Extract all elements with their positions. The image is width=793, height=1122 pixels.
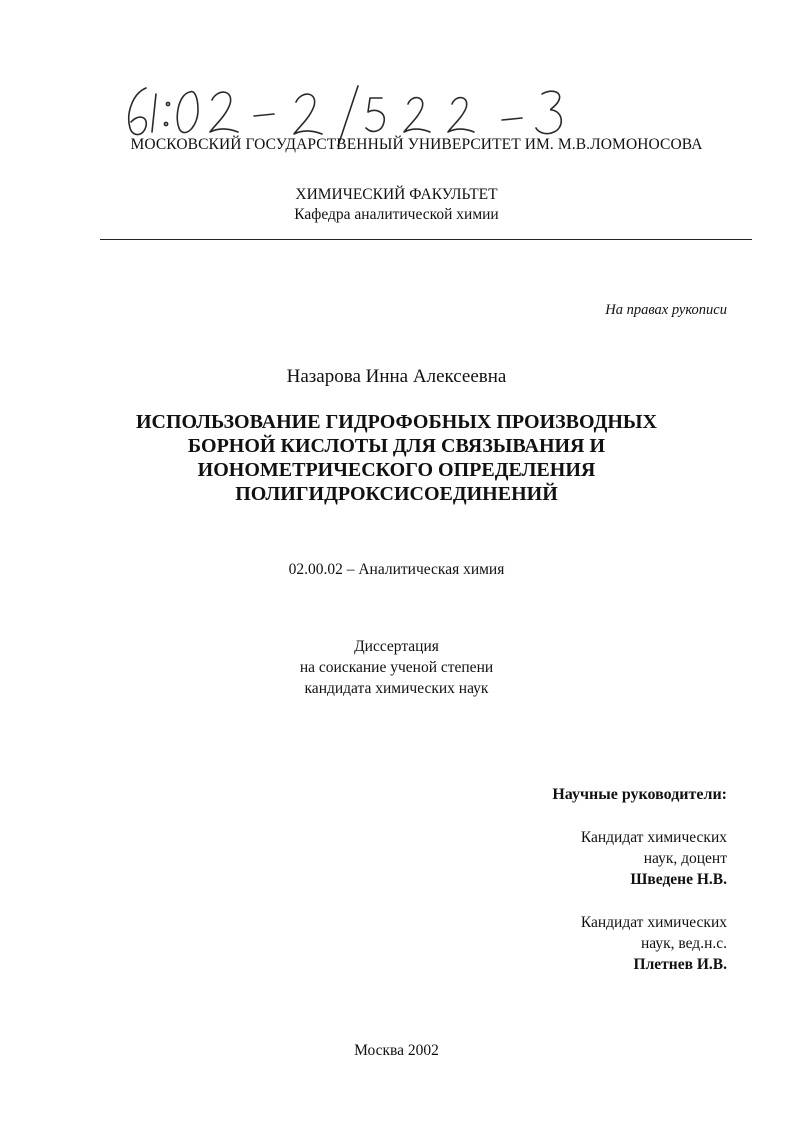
dissertation-title — [0, 410, 793, 506]
title-line: ИОНОМЕТРИЧЕСКОГО ОПРЕДЕЛЕНИЯ — [197, 459, 596, 481]
degree-line: Диссертация — [354, 638, 439, 655]
supervisor-title: наук, доцент — [643, 850, 727, 867]
supervisor-entry — [581, 827, 727, 890]
author-name: Назарова Инна Алексеевна — [286, 366, 507, 387]
supervisors-heading: Научные руководители: — [552, 786, 727, 803]
faculty-name: ХИМИЧЕСКИЙ ФАКУЛЬТЕТ — [295, 186, 498, 203]
university-name: МОСКОВСКИЙ ГОСУДАРСТВЕННЫЙ УНИВЕРСИТЕТ ИМ. М.В.ЛОМОНОСОВА — [130, 136, 703, 153]
title-line: ИСПОЛЬЗОВАНИЕ ГИДРОФОБНЫХ ПРОИЗВОДНЫХ — [136, 411, 657, 433]
supervisor-name: Плетнев И.В. — [633, 956, 727, 973]
specialty-code: 02.00.02 – Аналитическая химия — [288, 561, 505, 578]
supervisor-title: наук, вед.н.с. — [640, 935, 727, 952]
rights-note: На правах рукописи — [605, 302, 727, 318]
supervisor-degree: Кандидат химических — [580, 829, 727, 846]
city-year: Москва 2002 — [354, 1042, 439, 1059]
title-line: ПОЛИГИДРОКСИСОЕДИНЕНИЙ — [235, 483, 558, 505]
degree-statement — [0, 636, 793, 699]
header-divider — [100, 239, 752, 240]
title-line: БОРНОЙ КИСЛОТЫ ДЛЯ СВЯЗЫВАНИЯ И — [187, 435, 606, 457]
degree-line: кандидата химических наук — [304, 680, 489, 697]
department-name: Кафедра аналитической химии — [294, 206, 499, 223]
degree-line: на соискание ученой степени — [299, 659, 494, 676]
supervisor-degree: Кандидат химических — [580, 914, 727, 931]
supervisor-entry — [581, 912, 727, 975]
supervisor-name: Шведене Н.В. — [630, 871, 727, 888]
